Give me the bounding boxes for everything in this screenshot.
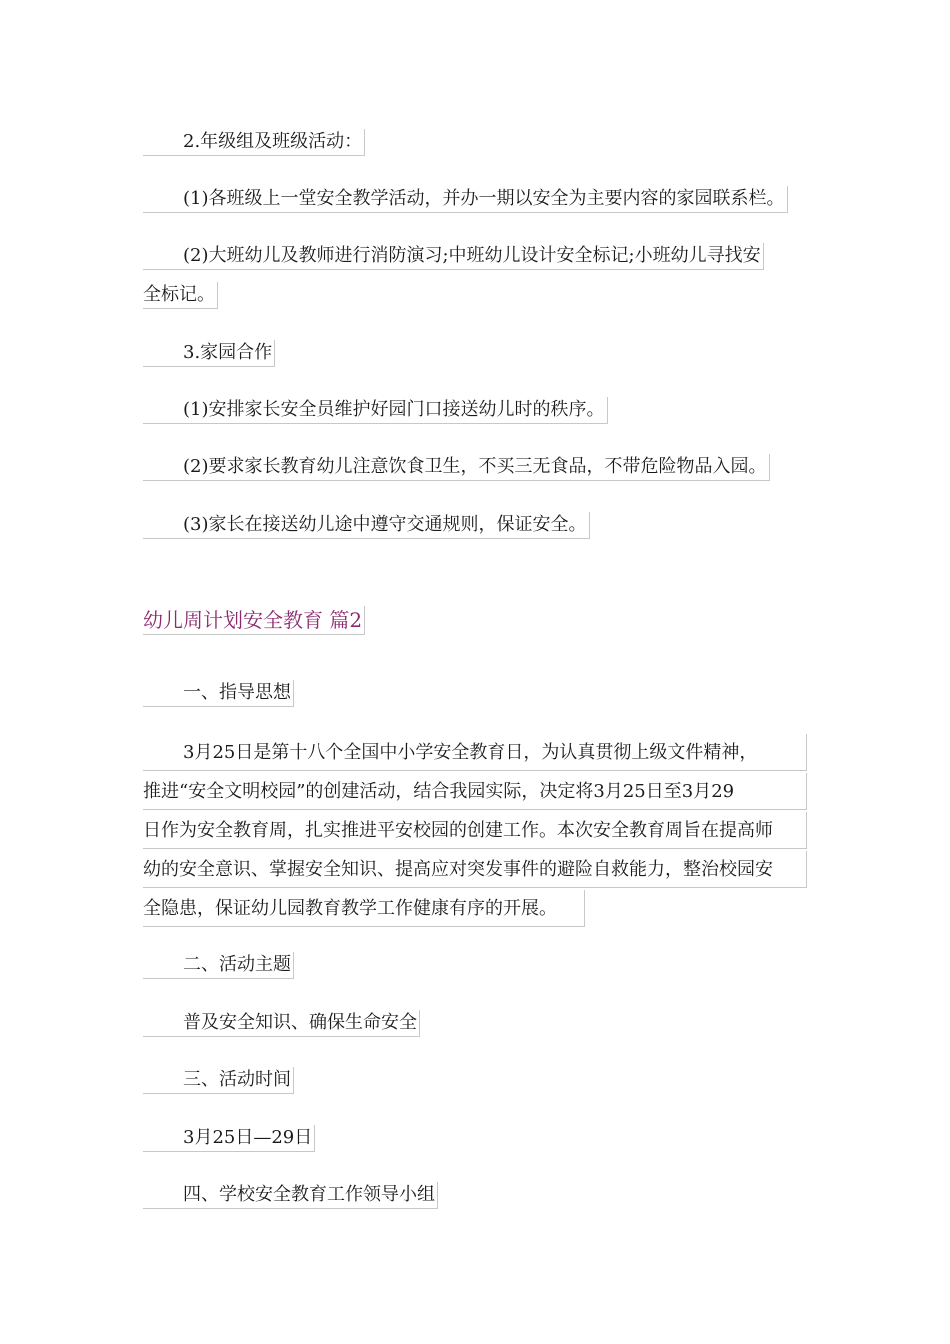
item3-1-text: (1)安排家长安全员维护好园门口接送幼儿时的秩序。: [143, 397, 608, 424]
guiding-line-2: 推进“安全文明校园”的创建活动，结合我园实际，决定将3月25日至3月29: [143, 773, 807, 810]
guiding-line-4: 幼的安全意识、掌握安全知识、提高应对突发事件的避险自救能力，整治校园安: [143, 851, 807, 888]
time-title: 三、活动时间: [143, 1067, 294, 1094]
guiding-paragraph: [143, 734, 807, 929]
item2-2-text-line1: (2)大班幼儿及教师进行消防演习;中班幼儿设计安全标记;小班幼儿寻找安: [143, 243, 764, 270]
item2-title: 2.年级组及班级活动：: [143, 129, 365, 156]
guiding-line-5: 全隐患，保证幼儿园教育教学工作健康有序的开展。: [143, 890, 585, 927]
section-heading: 幼儿周计划安全教育 篇2: [143, 606, 365, 635]
guiding-line-1: 3月25日是第十八个全国中小学安全教育日，为认真贯彻上级文件精神，: [143, 734, 807, 771]
theme-text: 普及安全知识、确保生命安全: [143, 1010, 420, 1037]
theme-title: 二、活动主题: [143, 952, 294, 979]
item3-3-text: (3)家长在接送幼儿途中遵守交通规则，保证安全。: [143, 512, 590, 539]
item2-1-text: (1)各班级上一堂安全教学活动，并办一期以安全为主要内容的家园联系栏。: [143, 186, 788, 213]
guiding-line-3: 日作为安全教育周，扎实推进平安校园的创建工作。本次安全教育周旨在提高师: [143, 812, 807, 849]
item3-title: 3.家园合作: [143, 340, 275, 367]
guiding-title: 一、指导思想: [143, 680, 294, 707]
time-text: 3月25日—29日: [143, 1125, 315, 1152]
item3-2-text: (2)要求家长教育幼儿注意饮食卫生，不买三无食品，不带危险物品入园。: [143, 454, 770, 481]
item2-2-text-line2: 全标记。: [143, 282, 218, 309]
leader-group-title: 四、学校安全教育工作领导小组: [143, 1182, 438, 1209]
